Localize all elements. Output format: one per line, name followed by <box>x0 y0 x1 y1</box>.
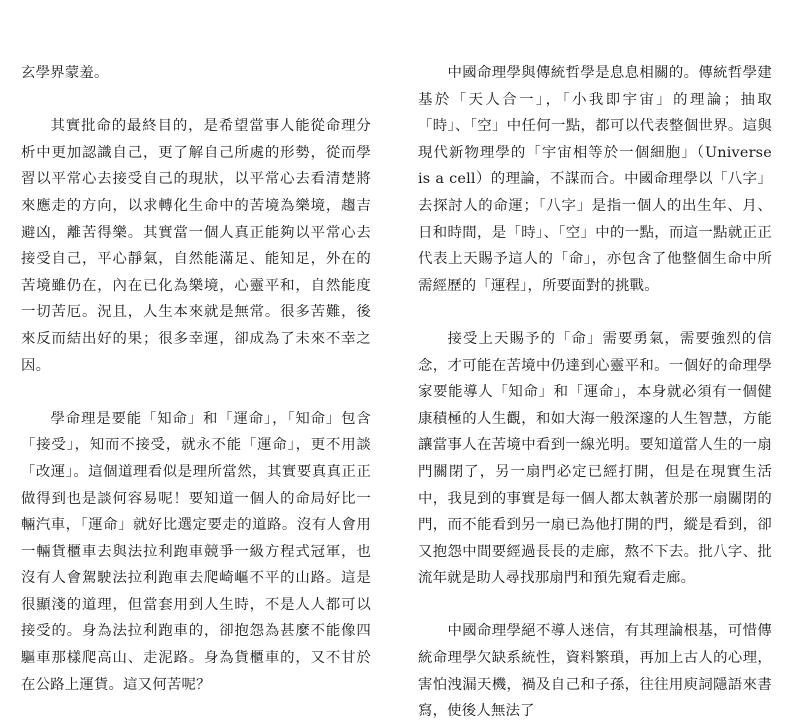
left-paragraph-3: 學命理是要能「知命」和「運命」，「知命」包含「接受」，知而不接受，就永不能「運命」，更不用談「改運」。這個道理看似是理所當然，其實要真真正正做得到也是談何容易呢！要知道一個人的命局好比一輛汽車，「運命」就好比選定要走的道路。沒有人會用一輛貨櫃車去與法拉利跑車競爭一級方程式冠軍，也沒有人會駕駛法拉利跑車去爬崎嶇不平的山路。這是很顯淺的道理，但當套用到人生時，不是人人都可以接受的。身為法拉利跑車的，卻抱怨為甚麼不能像四驅車那樣爬高山、走泥路。身為貨櫃車的，又不甘於在公路上運貨。這又何苦呢？ <box>21 410 371 693</box>
left-page <box>0 0 396 693</box>
left-page-text-column <box>21 60 371 698</box>
right-page <box>397 0 793 720</box>
right-paragraph-1: 中國命理學與傳統哲學是息息相關的。傳統哲學建基於「天人合一」，「小我即宇宙」的理論；抽取「時」、「空」中任何一點，都可以代表整個世界。這與現代新物理學的「宇宙相等於一個細胞」（Universe is a cell）的理論，不謀而合。中國命理學以「八字」去探討人的命運；「八字」是指一個人的出生年、月、日和時間，是「時」、「空」中的一點，而這一點就正正代表上天賜予這人的「命」，亦包含了他整個生命中所需經歷的「運程」，所要面對的挑戰。 <box>418 65 772 294</box>
left-paragraph-1: 玄學界蒙羞。 <box>21 65 109 81</box>
right-page-text-column <box>418 60 772 725</box>
right-paragraph-2: 接受上天賜予的「命」需要勇氣，需要強烈的信念，才可能在苦境中仍達到心靈平和。一個好的命理學家要能導人「知命」和「運命」，本身就必須有一個健康積極的人生觀，和如大海一般深邃的人生智慧，方能讓當事人在苦境中看到一線光明。要知道當人生的一扇門關閉了，另一扇門必定已經打開，但是在現實生活中，我見到的事實是每一個人都太執著於那一扇關閉的門，而不能看到另一扇已為他打開的門，縱是看到，卻又抱怨中間要經過長長的走廊，熬不下去。批八字、批流年就是助人尋找那扇門和預先窺看走廊。 <box>418 330 772 587</box>
right-paragraph-3: 中國命理學絕不導人迷信，有其理論根基，可惜傳統命理學欠缺系統性，資料繁瑣，再加上古人的心理，害怕洩漏天機，禍及自己和子孫，往往用庾詞隱語來書寫，使後人無法了 <box>418 623 772 720</box>
left-paragraph-2: 其實批命的最終目的，是希望當事人能從命理分析中更加認識自己，更了解自己所處的形勢，從而學習以平常心去接受自己的現狀，以平常心去看清楚將來應走的方向，以求轉化生命中的苦境為樂境，趨吉避凶，離苦得樂。其實當一個人真正能夠以平常心去接受自己，平心靜氣，自然能滿足、能知足，外在的苦境雖仍在，內在已化為樂境，心靈平和，自然能度一切苦厄。況且，人生本來就是無常。很多苦難，後來反而結出好的果；很多幸運，卻成為了未來不幸之因。 <box>21 118 371 374</box>
